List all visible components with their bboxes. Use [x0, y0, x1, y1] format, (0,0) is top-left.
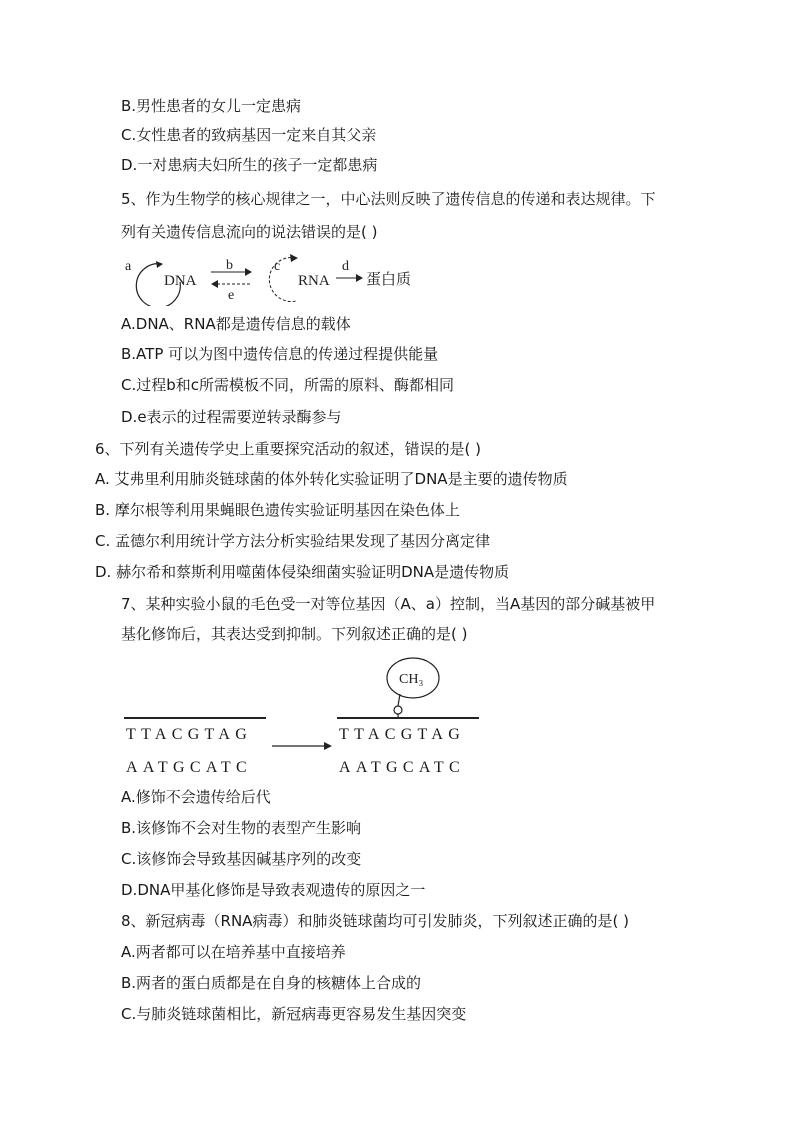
- q8-option-a: A.两者都可以在培养基中直接培养: [121, 943, 346, 961]
- transform-arrow: [270, 740, 336, 752]
- q5-option-d: D.e表示的过程需要逆转录酶参与: [121, 408, 342, 426]
- q7-option-d: D.DNA甲基化修饰是导致表观遗传的原因之一: [121, 881, 426, 899]
- q6-option-c: C. 孟德尔利用统计学方法分析实验结果发现了基因分离定律: [95, 532, 491, 550]
- q5-option-c: C.过程b和c所需模板不同，所需的原料、酶都相同: [121, 376, 455, 394]
- left-bottom-sequence: AATGCATC: [126, 759, 252, 776]
- methyl-label: CH₃: [399, 672, 424, 687]
- left-top-sequence: TTACGTAG: [126, 726, 253, 743]
- q4-option-b: B.男性患者的女儿一定患病: [121, 97, 302, 115]
- q4-option-c: C.女性患者的致病基因一定来自其父亲: [121, 126, 377, 144]
- q7-option-a: A.修饰不会遗传给后代: [121, 788, 271, 806]
- right-top-sequence: TTACGTAG: [339, 726, 466, 743]
- q8-option-b: B.两者的蛋白质都是在自身的核糖体上合成的: [121, 974, 422, 992]
- label-e: e: [228, 288, 235, 303]
- methyl-group: [380, 654, 444, 720]
- label-a: a: [125, 259, 132, 274]
- central-dogma-diagram: [118, 248, 428, 306]
- q7-option-b: B.该修饰不会对生物的表型产生影响: [121, 819, 362, 837]
- q8-option-c: C.与肺炎链球菌相比，新冠病毒更容易发生基因突变: [121, 1005, 467, 1023]
- q7-stem-line2: 基化修饰后，其表达受到抑制。下列叙述正确的是( ): [121, 625, 468, 643]
- protein-label: 蛋白质: [366, 270, 412, 288]
- q6-option-a: A. 艾弗里利用肺炎链球菌的体外转化实验证明了DNA是主要的遗传物质: [95, 470, 568, 488]
- q4-option-d: D.一对患病夫妇所生的孩子一定都患病: [121, 156, 378, 174]
- label-b: b: [226, 258, 233, 273]
- dna-methylation-diagram: [118, 650, 498, 780]
- q5-stem-line1: 5、作为生物学的核心规律之一，中心法则反映了遗传信息的传递和表达规律。下: [121, 190, 656, 208]
- q6-option-d: D. 赫尔希和蔡斯利用噬菌体侵染细菌实验证明DNA是遗传物质: [95, 563, 510, 581]
- dna-label: DNA: [164, 273, 197, 289]
- q6-stem: 6、下列有关遗传学史上重要探究活动的叙述，错误的是( ): [95, 440, 482, 458]
- rna-label: RNA: [298, 273, 330, 289]
- q5-option-b: B.ATP 可以为图中遗传信息的传递过程提供能量: [121, 345, 439, 363]
- q7-stem-line1: 7、某种实验小鼠的毛色受一对等位基因（A、a）控制，当A基因的部分碱基被甲: [121, 595, 656, 613]
- q6-option-b: B. 摩尔根等利用果蝇眼色遗传实验证明基因在染色体上: [95, 501, 460, 519]
- q5-stem-line2: 列有关遗传信息流向的说法错误的是( ): [121, 223, 378, 241]
- label-d: d: [342, 259, 349, 274]
- right-bottom-sequence: AATGCATC: [339, 759, 465, 776]
- q7-option-c: C.该修饰会导致基因碱基序列的改变: [121, 850, 362, 868]
- q8-stem: 8、新冠病毒（RNA病毒）和肺炎链球菌均可引发肺炎，下列叙述正确的是( ): [121, 912, 629, 930]
- label-c: c: [274, 259, 281, 274]
- q5-option-a: A.DNA、RNA都是遗传信息的载体: [121, 315, 351, 333]
- left-strand-line: [124, 717, 266, 719]
